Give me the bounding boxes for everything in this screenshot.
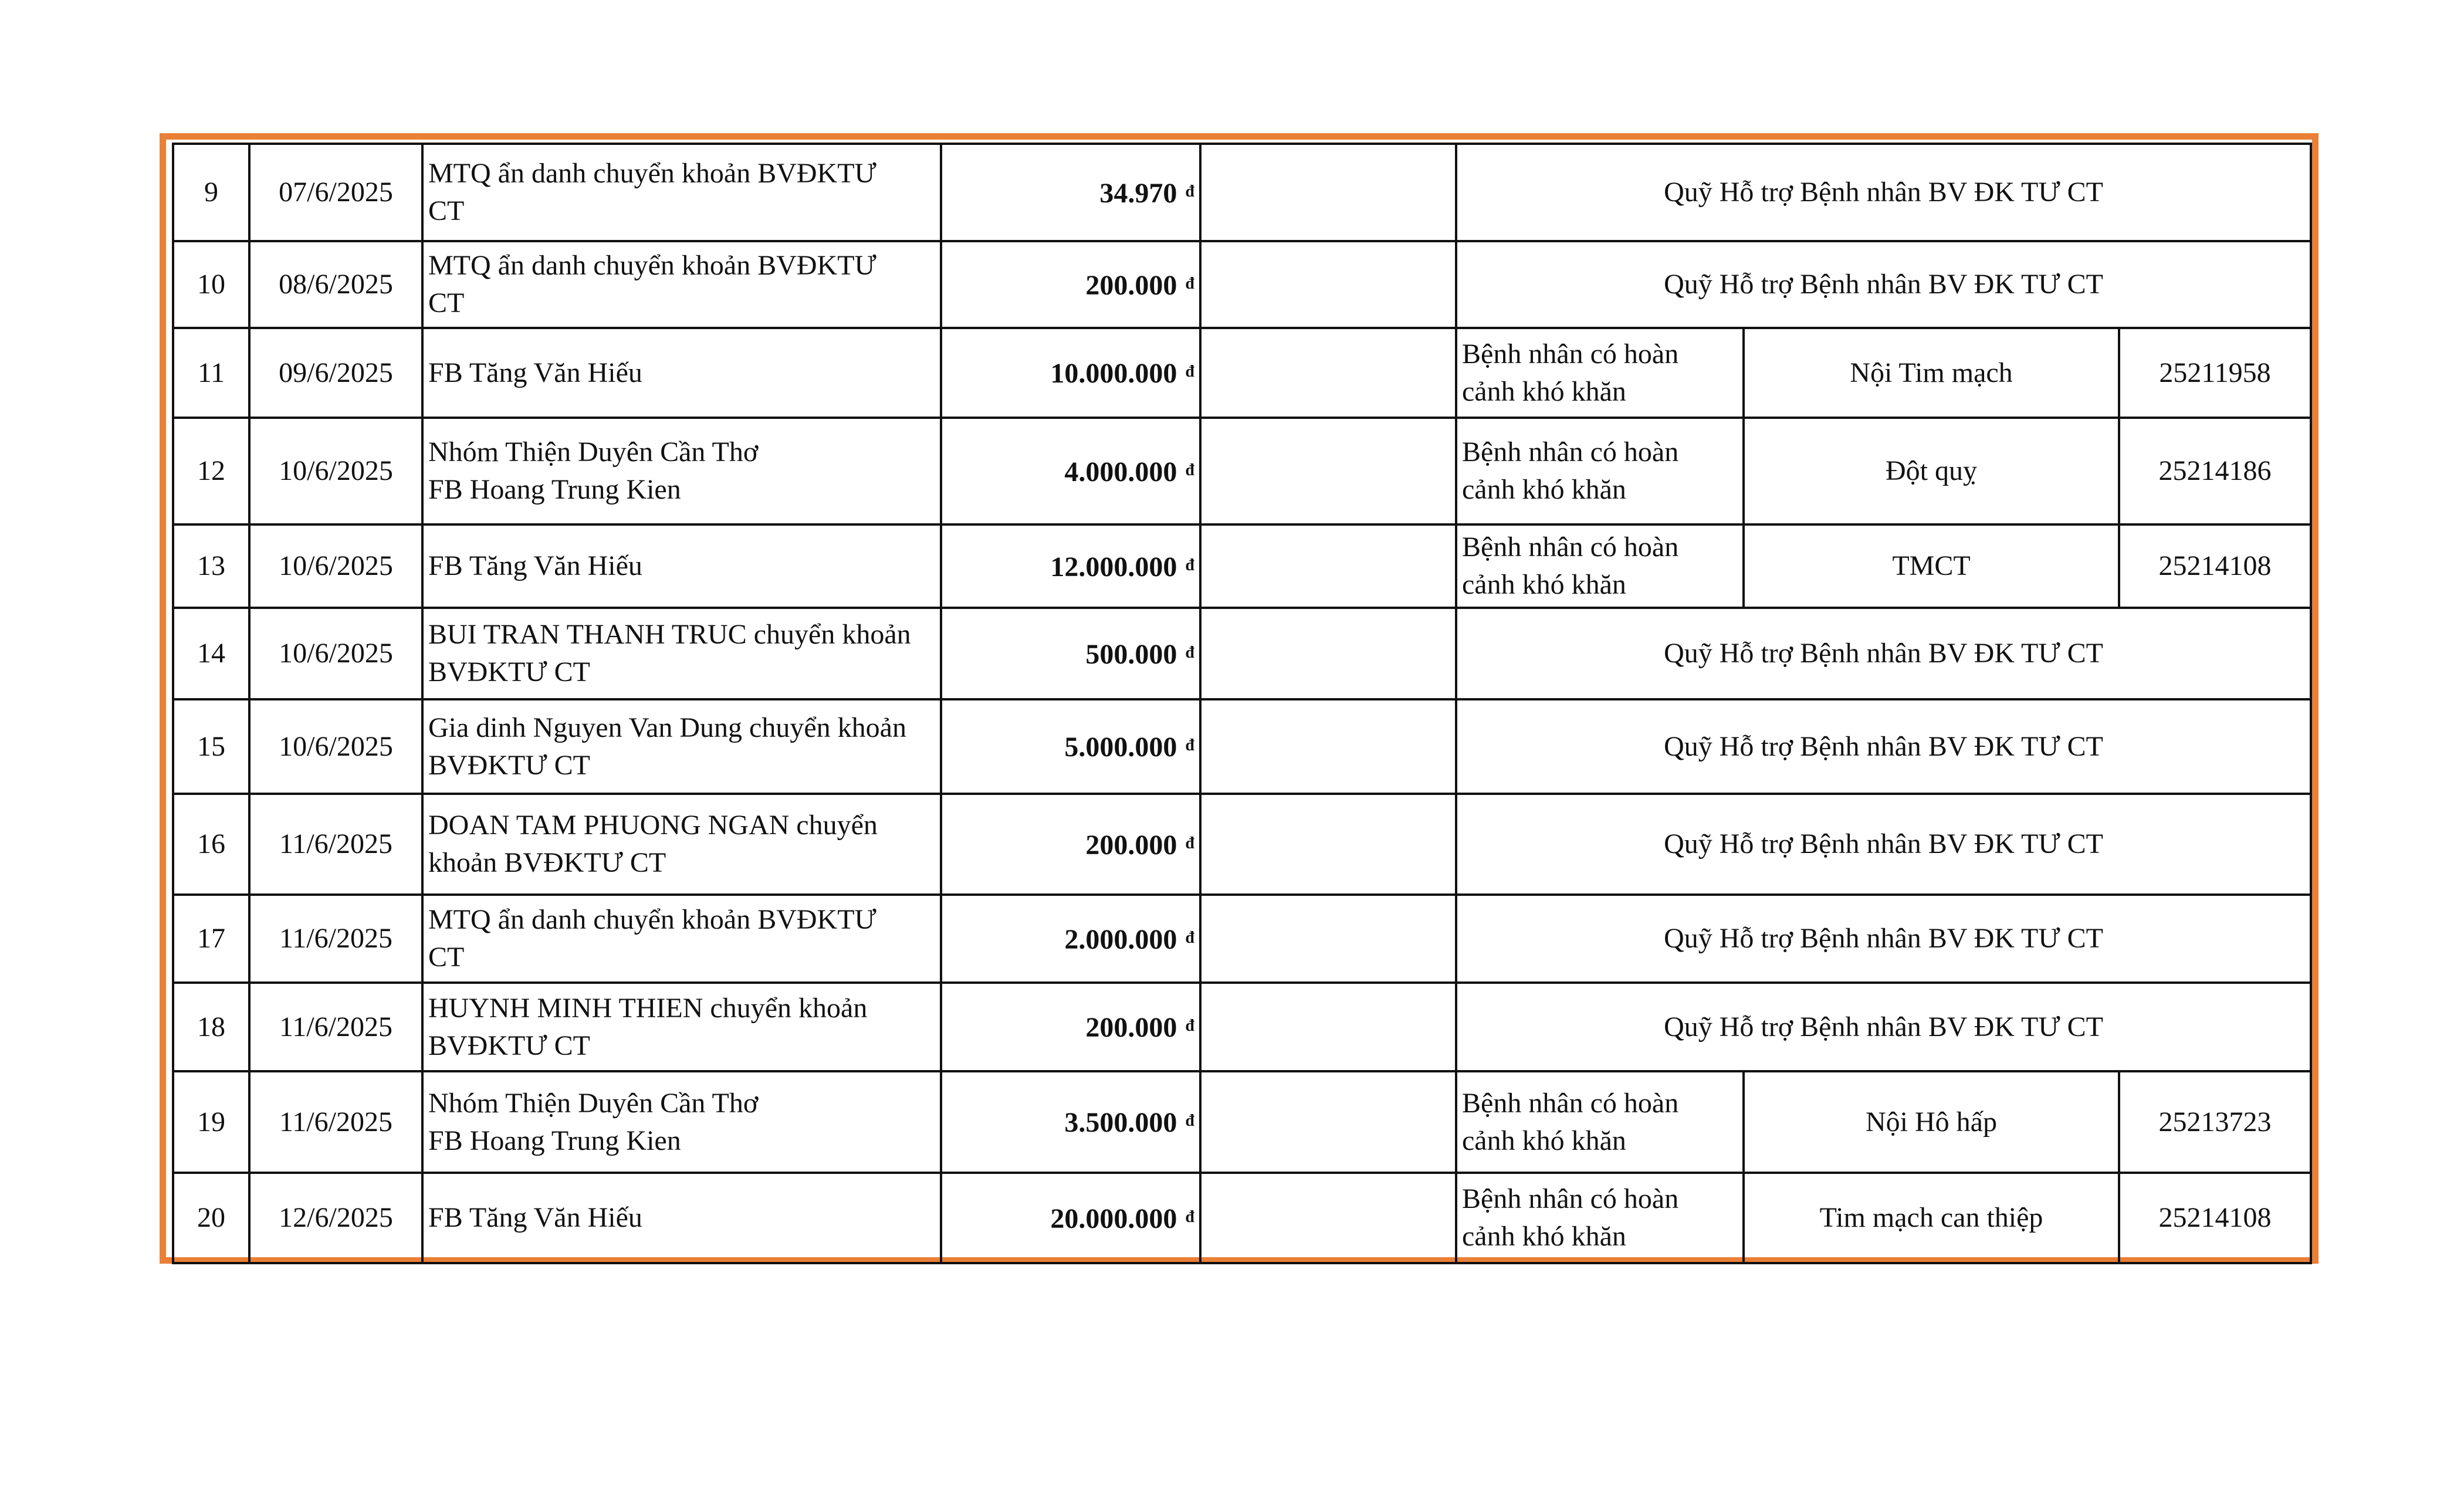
donation-date: 08/6/2025	[249, 241, 422, 328]
donation-date: 10/6/2025	[249, 524, 422, 608]
donation-date: 11/6/2025	[249, 794, 422, 895]
donation-amount	[941, 699, 1200, 794]
donor-description-line: CT	[428, 942, 465, 973]
patient-id: 25211958	[2119, 328, 2311, 418]
currency-symbol: đ	[1185, 461, 1194, 479]
row-number: 12	[173, 418, 249, 524]
amount-value: 10.000.000	[1050, 358, 1177, 389]
donor-description	[422, 1071, 941, 1173]
recipient-category	[1456, 1071, 1744, 1173]
recipient-category-line: cảnh khó khăn	[1462, 1125, 1626, 1156]
recipient-category	[1456, 524, 1744, 608]
empty-cell	[1200, 524, 1456, 608]
recipient-fund: Quỹ Hỗ trợ Bệnh nhân BV ĐK TƯ CT	[1456, 144, 2311, 241]
empty-cell	[1200, 699, 1456, 794]
recipient-category	[1456, 418, 1744, 524]
table-row	[173, 1173, 2311, 1263]
donor-description-line: DOAN TAM PHUONG NGAN chuyển	[428, 810, 878, 841]
recipient-category-line: cảnh khó khăn	[1462, 375, 1626, 407]
currency-symbol: đ	[1185, 736, 1194, 754]
empty-cell	[1200, 418, 1456, 524]
table-row	[173, 418, 2311, 524]
donation-date: 10/6/2025	[249, 699, 422, 794]
donor-description-line: HUYNH MINH THIEN chuyển khoản	[428, 992, 868, 1024]
empty-cell	[1200, 144, 1456, 241]
donation-amount	[941, 1173, 1200, 1263]
table-row	[173, 241, 2311, 328]
donor-description-line: FB Tăng Văn Hiếu	[428, 357, 642, 388]
donor-description-line: BVĐKTƯ CT	[428, 1030, 590, 1061]
row-number: 17	[173, 895, 249, 983]
recipient-fund: Quỹ Hỗ trợ Bệnh nhân BV ĐK TƯ CT	[1456, 241, 2311, 328]
department: Nội Tim mạch	[1744, 328, 2119, 418]
donor-description-line: Nhóm Thiện Duyên Cần Thơ	[428, 1087, 759, 1119]
row-number: 9	[173, 144, 249, 241]
patient-id: 25214186	[2119, 418, 2311, 524]
donation-amount	[941, 328, 1200, 418]
recipient-category-line: cảnh khó khăn	[1462, 474, 1626, 505]
donor-description	[422, 794, 941, 895]
department: Tim mạch can thiệp	[1744, 1173, 2119, 1263]
empty-cell	[1200, 983, 1456, 1071]
donation-date: 11/6/2025	[249, 983, 422, 1071]
donation-amount	[941, 794, 1200, 895]
recipient-category-line: Bệnh nhân có hoàn	[1462, 1087, 1679, 1119]
amount-value: 3.500.000	[1064, 1107, 1177, 1138]
recipient-category-line: Bệnh nhân có hoàn	[1462, 1183, 1679, 1214]
currency-symbol: đ	[1185, 1017, 1194, 1035]
donor-description	[422, 144, 941, 241]
donation-amount	[941, 1071, 1200, 1173]
donor-description	[422, 328, 941, 418]
currency-symbol: đ	[1185, 363, 1194, 381]
table-row	[173, 895, 2311, 983]
row-number: 16	[173, 794, 249, 895]
currency-symbol: đ	[1185, 834, 1194, 852]
recipient-fund: Quỹ Hỗ trợ Bệnh nhân BV ĐK TƯ CT	[1456, 794, 2311, 895]
donor-description-line: CT	[428, 195, 465, 226]
donation-date: 10/6/2025	[249, 418, 422, 524]
donor-description-line: BVĐKTƯ CT	[428, 749, 590, 781]
donation-amount	[941, 241, 1200, 328]
donor-description-line: BUI TRAN THANH TRUC chuyển khoản	[428, 619, 911, 650]
amount-value: 34.970	[1099, 177, 1177, 209]
recipient-category-line: cảnh khó khăn	[1462, 1221, 1626, 1252]
donor-description	[422, 895, 941, 983]
currency-symbol: đ	[1185, 643, 1194, 662]
empty-cell	[1200, 241, 1456, 328]
table-row	[173, 524, 2311, 608]
amount-value: 200.000	[1085, 1012, 1177, 1043]
amount-value: 200.000	[1085, 269, 1177, 301]
donor-description-line: MTQ ẩn danh chuyển khoản BVĐKTƯ	[428, 904, 876, 935]
row-number: 19	[173, 1071, 249, 1173]
donation-amount	[941, 144, 1200, 241]
amount-value: 4.000.000	[1064, 456, 1177, 488]
patient-id: 25214108	[2119, 524, 2311, 608]
donor-description-line: Gia dinh Nguyen Van Dung chuyển khoản	[428, 712, 906, 743]
donation-amount	[941, 983, 1200, 1071]
table-row	[173, 699, 2311, 794]
empty-cell	[1200, 1071, 1456, 1173]
donor-description-line: FB Hoang Trung Kien	[428, 474, 681, 505]
currency-symbol: đ	[1185, 928, 1194, 947]
recipient-fund: Quỹ Hỗ trợ Bệnh nhân BV ĐK TƯ CT	[1456, 699, 2311, 794]
donor-description	[422, 524, 941, 608]
currency-symbol: đ	[1185, 182, 1194, 201]
table-row	[173, 328, 2311, 418]
donor-description-line: FB Tăng Văn Hiếu	[428, 1202, 642, 1233]
row-number: 10	[173, 241, 249, 328]
donor-description	[422, 1173, 941, 1263]
department: Nội Hô hấp	[1744, 1071, 2119, 1173]
donation-amount	[941, 418, 1200, 524]
recipient-category-line: Bệnh nhân có hoàn	[1462, 532, 1679, 563]
table-row	[173, 608, 2311, 699]
recipient-fund: Quỹ Hỗ trợ Bệnh nhân BV ĐK TƯ CT	[1456, 608, 2311, 699]
patient-id: 25213723	[2119, 1071, 2311, 1173]
department: TMCT	[1744, 524, 2119, 608]
empty-cell	[1200, 1173, 1456, 1263]
empty-cell	[1200, 608, 1456, 699]
row-number: 20	[173, 1173, 249, 1263]
donation-date: 09/6/2025	[249, 328, 422, 418]
department: Đột quỵ	[1744, 418, 2119, 524]
amount-value: 200.000	[1085, 829, 1177, 861]
donation-date: 12/6/2025	[249, 1173, 422, 1263]
donor-description-line: MTQ ẩn danh chuyển khoản BVĐKTƯ	[428, 158, 876, 189]
donor-description-line: MTQ ẩn danh chuyển khoản BVĐKTƯ	[428, 250, 876, 281]
currency-symbol: đ	[1185, 1207, 1194, 1226]
amount-value: 12.000.000	[1050, 551, 1177, 583]
donation-amount	[941, 608, 1200, 699]
donation-amount	[941, 895, 1200, 983]
amount-value: 5.000.000	[1064, 732, 1177, 763]
donor-description-line: CT	[428, 287, 465, 319]
donation-date: 11/6/2025	[249, 1071, 422, 1173]
recipient-category	[1456, 1173, 1744, 1263]
row-number: 13	[173, 524, 249, 608]
patient-id: 25214108	[2119, 1173, 2311, 1263]
recipient-fund: Quỹ Hỗ trợ Bệnh nhân BV ĐK TƯ CT	[1456, 983, 2311, 1071]
donor-description	[422, 608, 941, 699]
row-number: 18	[173, 983, 249, 1071]
table-row	[173, 794, 2311, 895]
empty-cell	[1200, 895, 1456, 983]
row-number: 11	[173, 328, 249, 418]
donor-description-line: khoản BVĐKTƯ CT	[428, 847, 666, 878]
amount-value: 20.000.000	[1050, 1203, 1177, 1234]
donor-description	[422, 983, 941, 1071]
donor-description-line: FB Hoang Trung Kien	[428, 1125, 681, 1156]
donor-description	[422, 241, 941, 328]
row-number: 14	[173, 608, 249, 699]
recipient-category-line: Bệnh nhân có hoàn	[1462, 436, 1679, 468]
table-row	[173, 144, 2311, 241]
donation-date: 10/6/2025	[249, 608, 422, 699]
donor-description-line: Nhóm Thiện Duyên Cần Thơ	[428, 436, 759, 468]
table-body	[173, 144, 2311, 1263]
amount-value: 500.000	[1085, 638, 1177, 670]
donation-date: 07/6/2025	[249, 144, 422, 241]
currency-symbol: đ	[1185, 556, 1194, 574]
currency-symbol: đ	[1185, 274, 1194, 293]
empty-cell	[1200, 328, 1456, 418]
table-row	[173, 1071, 2311, 1173]
donation-date: 11/6/2025	[249, 895, 422, 983]
donor-description-line: BVĐKTƯ CT	[428, 656, 590, 688]
donor-description	[422, 418, 941, 524]
currency-symbol: đ	[1185, 1112, 1194, 1130]
empty-cell	[1200, 794, 1456, 895]
donation-table	[172, 143, 2312, 1264]
donation-amount	[941, 524, 1200, 608]
amount-value: 2.000.000	[1064, 923, 1177, 955]
row-number: 15	[173, 699, 249, 794]
recipient-category-line: Bệnh nhân có hoàn	[1462, 338, 1679, 370]
recipient-category-line: cảnh khó khăn	[1462, 569, 1626, 600]
donor-description-line: FB Tăng Văn Hiếu	[428, 550, 642, 581]
table-row	[173, 983, 2311, 1071]
recipient-category	[1456, 328, 1744, 418]
recipient-fund: Quỹ Hỗ trợ Bệnh nhân BV ĐK TƯ CT	[1456, 895, 2311, 983]
donor-description	[422, 699, 941, 794]
